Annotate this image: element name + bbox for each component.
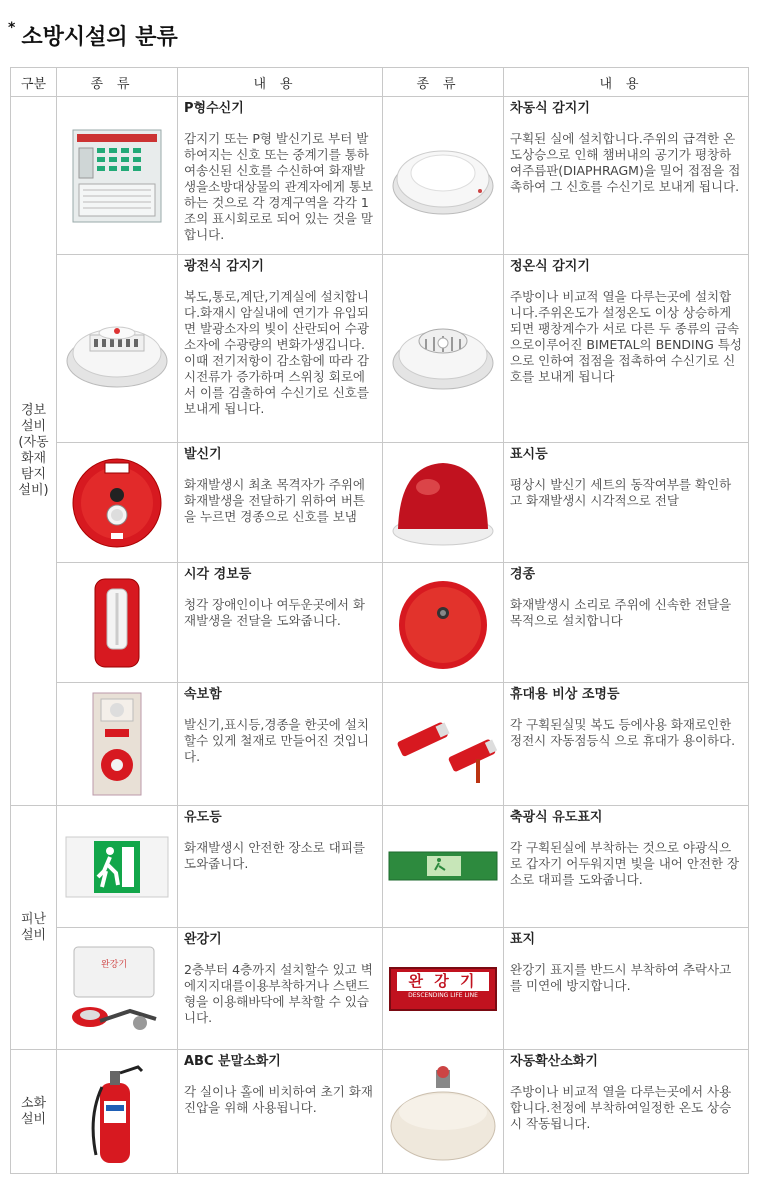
item-name: ABC 분말소화기 — [184, 1054, 281, 1069]
item-name: 정온식 감지기 — [510, 259, 590, 274]
cell-right — [504, 97, 749, 255]
item-desc: 발신기,표시등,경종을 한곳에 설치할수 있게 철재로 만들어진 것입니다. — [184, 717, 369, 764]
cell-left — [178, 806, 383, 928]
cell-right — [504, 563, 749, 683]
bullet-star: * — [8, 20, 16, 36]
item-name: 유도등 — [184, 810, 222, 825]
descender-case-label: 완강기 — [100, 959, 127, 970]
cell-right — [504, 443, 749, 563]
item-desc: 복도,통로,계단,기계실에 설치합니다.화재시 암실내에 연기가 유입되면 발광소자의 빛이 산란되어 수광소자에 수광량의 변화가생깁니다. 이때 전기저항이 감소함에 따라 감시전류가 증가하며 스위칭 회로에서 이를 검출하여 수신기로 신호를 보내게 됩니다. — [184, 289, 369, 416]
cell-left — [178, 443, 383, 563]
descender-sign: 완 강 기 DESCENDING LIFE LINE — [389, 967, 497, 1011]
table-row — [11, 443, 749, 563]
category-evacuation: 피난 설비 — [11, 806, 57, 1050]
cell-left — [178, 97, 383, 255]
fixed-temperature-detector-image — [383, 255, 504, 443]
header-row — [11, 68, 749, 97]
table-row — [11, 806, 749, 928]
item-name: 표지 — [510, 932, 536, 947]
item-name: 속보함 — [184, 687, 222, 702]
item-desc: 화재발생시 안전한 장소로 대피를 도와줍니다. — [184, 840, 365, 871]
photoelectric-detector-image — [57, 255, 178, 443]
cell-left — [178, 928, 383, 1050]
header-kind-1: 종류 — [57, 68, 178, 97]
cell-left — [178, 255, 383, 443]
abc-extinguisher-image — [57, 1050, 178, 1174]
item-desc: 청각 장애인이나 여두운곳에서 화재발생을 전달을 도와줍니다. — [184, 597, 365, 628]
item-desc: 주방이나 비교적 열을 다루는곳에서 사용합니다.천정에 부착하여일정한 온도 상승시 작동됩니다. — [510, 1084, 732, 1131]
table-row — [11, 563, 749, 683]
indicator-lamp-image — [383, 443, 504, 563]
item-desc: 완강기 표지를 반드시 부착하여 추락사고를 미연에 방지합니다. — [510, 962, 732, 993]
luminous-guide-sign-image — [383, 806, 504, 928]
exit-sign-image — [57, 806, 178, 928]
descender-sign-image — [383, 928, 504, 1050]
visual-alarm-image — [57, 563, 178, 683]
item-desc: 각 구획된실에 부착하는 것으로 야광식으로 갑자기 어두워지면 빛을 내어 안전한 장소로 대피를 도와줍니다. — [510, 840, 740, 887]
item-desc: 감지기 또는 P형 발신기로 부터 발하여지는 신호 또는 중계기를 통하여송신된 신호를 수신하여 화재발생을소방대상물의 관계자에게 통보하는 것으로 각 경계구역을 각각 1조의 표시회로로 되어 있는 것을 말합니다. — [184, 131, 374, 242]
cell-right — [504, 1050, 749, 1174]
header-gubun: 구분 — [11, 68, 57, 97]
table-row — [11, 1050, 749, 1174]
item-name: P형수신기 — [184, 101, 244, 116]
item-desc: 주방이나 비교적 열을 다루는곳에 설치합니다.주위온도가 설정온도 이상 상승하게 되면 팽창계수가 서로 다른 두 종류의 금속으로이루어진 BIMETAL의 BENDING 특성으로 인하여 접점을 접촉하여 수신기로 신호를 보내게 됩니다 — [510, 289, 742, 384]
item-name: 축광식 유도표지 — [510, 810, 603, 825]
header-content-1: 내용 — [178, 68, 383, 97]
item-name: 차동식 감지기 — [510, 101, 590, 116]
item-desc: 각 실이나 홀에 비치하여 초기 화재 진압을 위해 사용됩니다. — [184, 1084, 373, 1115]
page-title: * 소방시설의 분류 — [8, 20, 178, 50]
header-kind-2: 종류 — [383, 68, 504, 97]
cell-left — [178, 563, 383, 683]
item-name: 완강기 — [184, 932, 222, 947]
manual-call-point-image — [57, 443, 178, 563]
category-extinguishing: 소화 설비 — [11, 1050, 57, 1174]
portable-emergency-light-image — [383, 683, 504, 806]
fire-facility-table — [10, 67, 749, 1174]
table-row — [11, 928, 749, 1050]
category-alarm: 경보 설비 (자동 화재 탐지 설비) — [11, 97, 57, 806]
item-desc: 구획된 실에 설치합니다.주위의 급격한 온도상승으로 인해 챔버내의 공기가 평창하여주름판(DIAPHRAGM)을 밀어 접점을 접촉하여 그 신호를 수신기로 보내게 됩니다. — [510, 131, 741, 194]
cell-right — [504, 255, 749, 443]
descender-image — [57, 928, 178, 1050]
item-name: 시각 경보등 — [184, 567, 252, 582]
item-desc: 화재발생시 소리로 주위에 신속한 전달을 목적으로 설치합니다 — [510, 597, 732, 628]
header-content-2: 내용 — [504, 68, 749, 97]
automatic-extinguisher-image — [383, 1050, 504, 1174]
table-row — [11, 255, 749, 443]
receiver-image — [57, 97, 178, 255]
item-name: 경종 — [510, 567, 536, 582]
item-desc: 각 구획된실및 복도 등에사용 화재로인한 정전시 자동점등식 으로 휴대가 용이하다. — [510, 717, 736, 748]
item-name: 자동확산소화기 — [510, 1054, 598, 1069]
item-name: 휴대용 비상 조명등 — [510, 687, 620, 702]
item-name: 표시등 — [510, 447, 548, 462]
item-desc: 화재발생시 최초 목격자가 주위에 화재발생을 전달하기 위하여 버튼을 누르면 경종으로 신호를 보냄 — [184, 477, 365, 524]
cell-right — [504, 683, 749, 806]
item-desc: 2층부터 4층까지 설치할수 있고 벽에지지대를이용부착하거나 스탠드형을 이용해바닥에 부착할 수 있습니다. — [184, 962, 373, 1025]
cell-right — [504, 928, 749, 1050]
rate-of-rise-detector-image — [383, 97, 504, 255]
cell-left — [178, 683, 383, 806]
cell-left — [178, 1050, 383, 1174]
table-row — [11, 97, 749, 255]
cell-right — [504, 806, 749, 928]
item-desc: 평상시 발신기 세트의 동작여부를 확인하고 화재발생시 시각적으로 전달 — [510, 477, 732, 508]
table-row — [11, 683, 749, 806]
alarm-box-image — [57, 683, 178, 806]
item-name: 발신기 — [184, 447, 222, 462]
fire-bell-image — [383, 563, 504, 683]
item-name: 광전식 감지기 — [184, 259, 264, 274]
